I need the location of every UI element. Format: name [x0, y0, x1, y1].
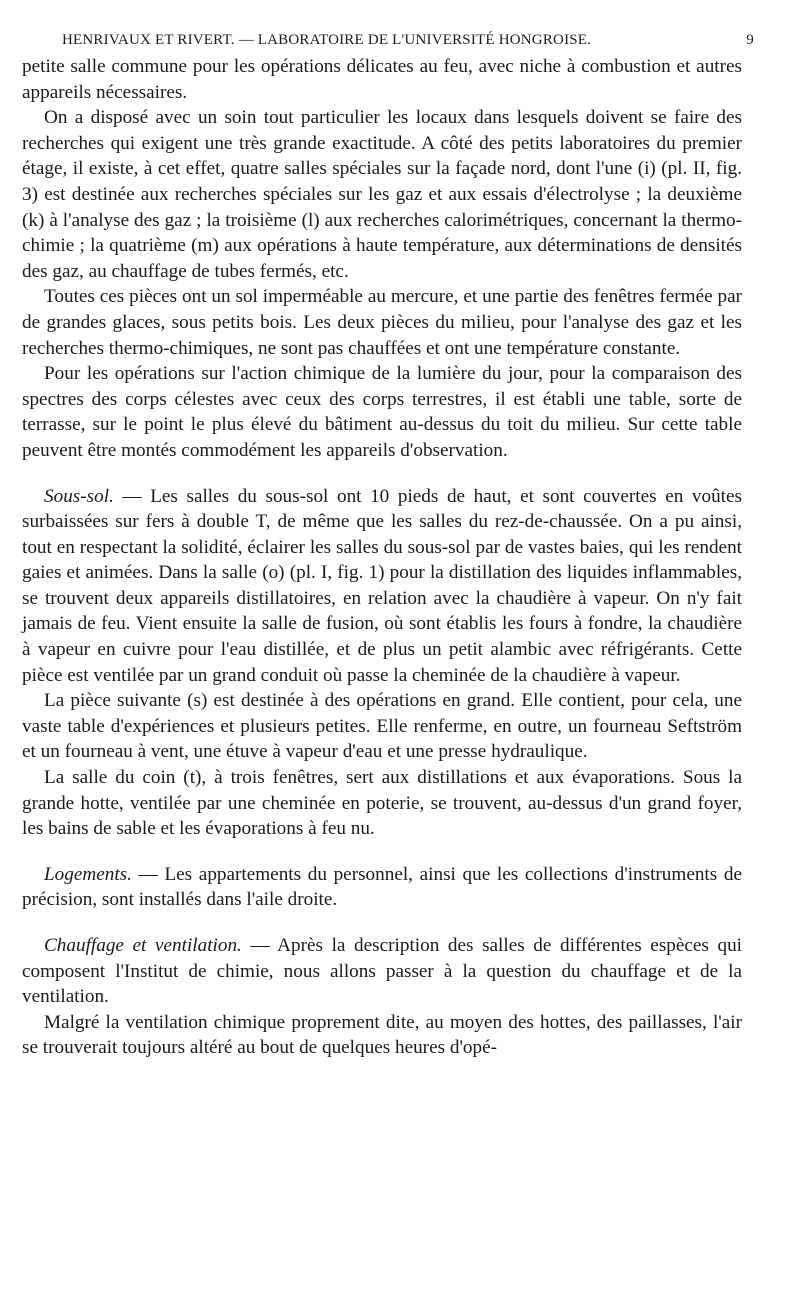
paragraph-special-rooms: On a disposé avec un soin tout particulier les locaux dans lesquels doivent se faire des recherches qui exigent une très grande exactitude. A côté des petits laboratoires du premier étage, il existe, à cet effet, quatre salles spéciales sur la façade nord, dont l'une (i) (pl. II, fig. 3) est destinée aux recherches spéciales sur les gaz et aux essais d'électrolyse ; la deuxième (k) à l'analyse des gaz ; la troisième (l) aux recherches calorimétriques, concernant la thermo-chimie ; la quatrième (m) aux opérations à haute température, aux déterminations de densités des gaz, au chauffage de tubes fermés, etc.	[22, 107, 742, 282]
paragraph-ventilation: Malgré la ventilation chimique proprement dite, au moyen des hottes, des paillasses, l'air se trouverait toujours altéré au bout de quelques heures d'opé-	[22, 1011, 742, 1059]
paragraph-room-t: La salle du coin (t), à trois fenêtres, sert aux distillations et aux évaporations. Sous la grande hotte, ventilée par une cheminée en poterie, se trouvent, au-dessus d'un grand foyer, les bains de sable et les évaporations à feu nu.	[22, 767, 742, 840]
paragraph-room-floors: Toutes ces pièces ont un sol imperméable au mercure, et une partie des fenêtres fermée par de grandes glaces, sous petits bois. Les deux pièces du milieu, pour l'analyse des gaz et les recherches thermo-chimiques, ne sont pas chauffées et ont une température constante.	[22, 286, 742, 359]
paragraph-room-s: La pièce suivante (s) est destinée à des opérations en grand. Elle contient, pour cela, une vaste table d'expériences et plusieurs petites. Elle renferme, en outre, un fourneau Seftström et un fourneau à vent, une étuve à vapeur d'eau et une presse hydraulique.	[22, 690, 742, 763]
document-page	[22, 30, 754, 1061]
section-sous-sol	[22, 484, 742, 689]
page-number: 9	[746, 32, 754, 48]
section-heading-chauffage: Chauffage et ventilation.	[44, 935, 242, 956]
running-header	[22, 30, 754, 54]
section-chauffage	[22, 933, 742, 1010]
section-text-logements: — Les appartements du personnel, ainsi que les collections d'instruments de précision, sont installés dans l'aile droite.	[22, 863, 742, 911]
section-heading-logements: Logements.	[44, 863, 132, 885]
section-heading-sous-sol: Sous-sol.	[44, 485, 114, 507]
section-logements	[22, 862, 742, 913]
section-text-chauffage: — Après la description des salles de différentes espèces qui composent l'Institut de chimie, nous allons passer à la question du chauffage et de la ventilation.	[22, 935, 743, 1008]
section-text-sous-sol: — Les salles du sous-sol ont 10 pieds de haut, et sont couvertes en voûtes surbaissées sur fers à double T, de même que les salles du rez-de-chaussée. On a pu ainsi, tout en respectant la solidité, éclairer les salles du sous-sol par de vastes baies, qui les rendent gaies et animées. Dans la salle (o) (pl. I, fig. 1) pour la distillation des liquides inflammables, se trouvent deux appareils distillatoires, en relation avec la chaudière à vapeur. On n'y fait jamais de feu. Vient ensuite la salle de fusion, où sont établis les fours à fondre, la chaudière à vapeur en cuivre pour l'eau distillée, et de plus un petit alambic avec réfrigérants. Cette pièce est ventilée par un grand conduit où passe la cheminée de la chaudière à vapeur.	[22, 485, 742, 686]
running-header-title: HENRIVAUX ET RIVERT. — LABORATOIRE DE L'UNIVERSITÉ HONGROISE.	[62, 32, 592, 48]
paragraph-light-operations: Pour les opérations sur l'action chimique de la lumière du jour, pour la comparaison des spectres des corps célestes avec ceux des corps terrestres, il est établi une table, sorte de terrasse, sur le point le plus élevé du bâtiment au-dessus du toit du milieu. Sur cette table peuvent être montés commodément les appareils d'observation.	[22, 363, 742, 461]
paragraph-continuation: petite salle commune pour les opérations délicates au feu, avec niche à combustion et autres appareils nécessaires.	[22, 56, 742, 103]
body-text	[22, 54, 742, 1061]
